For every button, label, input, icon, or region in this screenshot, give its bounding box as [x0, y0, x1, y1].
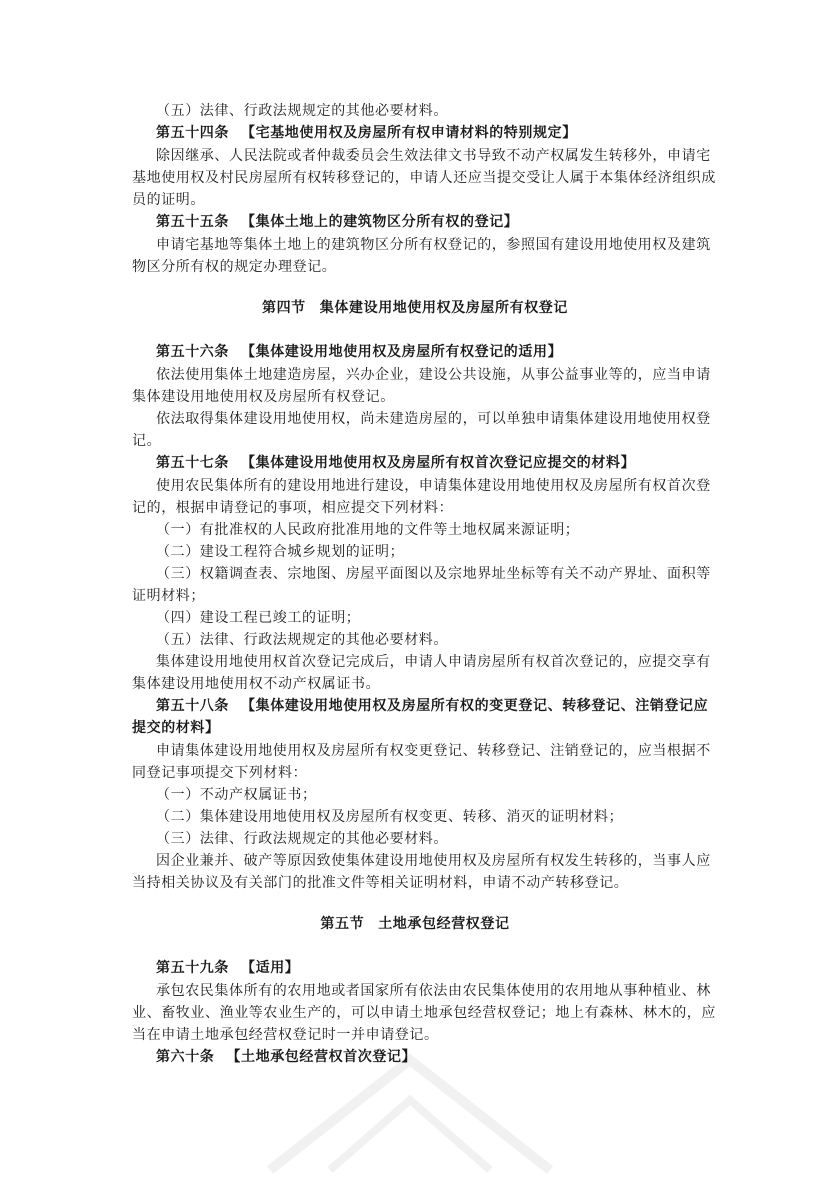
article-55-heading	[156, 211, 676, 233]
list-item: （三）权籍调查表、宗地图、房屋平面图以及宗地界址坐标等有关不动产界址、面积等	[156, 566, 711, 582]
article-title: 【宅基地使用权及房屋所有权申请材料的特别规定】	[241, 125, 577, 141]
body-line: 除因继承、人民法院或者仲裁委员会生效法律文书导致不动产权属发生转移外，申请宅	[156, 148, 711, 164]
article-number: 第五十六条	[156, 344, 229, 360]
body-line: （五）法律、行政法规规定的其他必要材料。	[156, 103, 448, 119]
article-54-heading	[156, 122, 676, 144]
section-5-heading	[0, 913, 830, 935]
body-line: 因企业兼并、破产等原因致使集体建设用地使用权及房屋所有权发生转移的，当事人应	[156, 853, 711, 869]
article-number: 第五十四条	[156, 125, 229, 141]
body-line: 员的证明。	[132, 192, 205, 208]
article-title: 【土地承包经营权首次登记】	[226, 1049, 417, 1065]
body-line: 当在申请土地承包经营权登记时一并申请登记。	[132, 1027, 439, 1043]
section-number: 第四节	[261, 300, 306, 316]
body-line: 基地使用权及村民房屋所有权转移登记的，申请人还应当提交受让人属于本集体经济组织成	[132, 170, 716, 186]
body-line: 业、畜牧业、渔业等农业生产的，可以申请土地承包经营权登记；地上有森林、林木的，应	[132, 1005, 716, 1021]
body-line: 依法使用集体土地建造房屋，兴办企业，建设公共设施，从事公益事业等的，应当申请	[156, 367, 711, 383]
article-number: 第五十五条	[156, 214, 229, 230]
body-line: 当持相关协议及有关部门的批准文件等相关证明材料，申请不动产转移登记。	[132, 875, 629, 891]
article-60-heading	[156, 1046, 676, 1068]
article-title: 【集体土地上的建筑物区分所有权的登记】	[241, 214, 519, 230]
list-item: （一）不动产权属证书；	[156, 787, 317, 803]
section-number: 第五节	[320, 916, 365, 932]
article-title-continued: 提交的材料】	[132, 720, 220, 736]
body-line: 集体建设用地使用权首次登记完成后，申请人申请房屋所有权首次登记的，应提交享有	[156, 654, 711, 670]
article-title: 【集体建设用地使用权及房屋所有权登记的适用】	[241, 344, 563, 360]
body-line: 集体建设用地使用权不动产权属证书。	[132, 676, 381, 692]
article-56-heading	[156, 341, 676, 363]
article-59-heading	[156, 957, 676, 979]
article-number: 第五十七条	[156, 455, 229, 471]
article-57-heading	[156, 452, 676, 474]
article-58-heading	[156, 695, 709, 717]
article-title: 【集体建设用地使用权及房屋所有权的变更登记、转移登记、注销登记应	[241, 698, 709, 714]
list-item: （三）法律、行政法规规定的其他必要材料。	[156, 831, 448, 847]
body-line: 集体建设用地使用权及房屋所有权登记。	[132, 389, 395, 405]
article-number: 第五十八条	[156, 698, 229, 714]
body-line: 记。	[132, 433, 162, 449]
article-title: 【集体建设用地使用权及房屋所有权首次登记应提交的材料】	[241, 455, 636, 471]
body-line: 承包农民集体所有的农用地或者国家所有依法由农民集体使用的农用地从事种植业、林	[156, 983, 711, 999]
article-title: 【适用】	[241, 960, 300, 976]
list-item: （二）集体建设用地使用权及房屋所有权变更、转移、消灭的证明材料；	[156, 809, 624, 825]
body-line: 申请集体建设用地使用权及房屋所有权变更登记、转移登记、注销登记的，应当根据不	[156, 743, 711, 759]
section-4-heading	[0, 297, 830, 319]
article-number: 第六十条	[156, 1049, 215, 1065]
section-title: 土地承包经营权登记	[378, 916, 510, 932]
article-number: 第五十九条	[156, 960, 229, 976]
body-line: 使用农民集体所有的建设用地进行建设，申请集体建设用地使用权及房屋所有权首次登	[156, 478, 711, 494]
list-item: （二）建设工程符合城乡规划的证明；	[156, 544, 405, 560]
list-item: （一）有批准权的人民政府批准用地的文件等土地权属来源证明；	[156, 522, 580, 538]
body-line: 物区分所有权的规定办理登记。	[132, 259, 337, 275]
body-line: 申请宅基地等集体土地上的建筑物区分所有权登记的，参照国有建设用地使用权及建筑	[156, 237, 711, 253]
list-item: （四）建设工程已竣工的证明；	[156, 610, 361, 626]
body-line: 同登记事项提交下列材料：	[132, 765, 308, 781]
body-line: 记的，根据申请登记的事项，相应提交下列材料：	[132, 500, 454, 516]
body-line: 证明材料；	[132, 588, 205, 604]
section-title: 集体建设用地使用权及房屋所有权登记	[319, 300, 568, 316]
body-line: 依法取得集体建设用地使用权，尚未建造房屋的，可以单独申请集体建设用地使用权登	[156, 411, 711, 427]
list-item: （五）法律、行政法规规定的其他必要材料。	[156, 632, 448, 648]
